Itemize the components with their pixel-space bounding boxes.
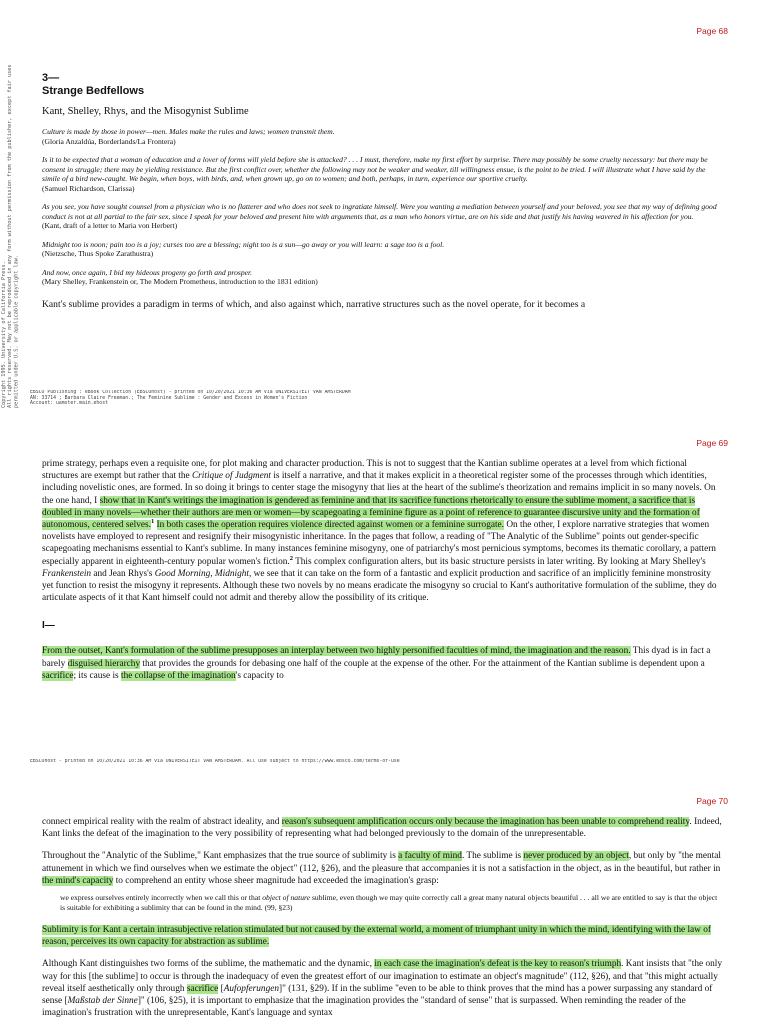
epigraph (42, 268, 722, 287)
block-quote: we express ourselves entirely incorrectly when we call this or that object of nature sublime, even though we may quite correctly call a great many natural objects beautiful . . . all we are entitled to say is that the object is suitable for exhibiting a sublimity that can be found in the mind. (99, §23) (60, 893, 718, 912)
highlight[interactable]: In both cases the operation requires violence directed against women or a feminine surrogate. (156, 520, 505, 531)
ebsco-footer: EBSCOhost - printed on 10/20/2021 10:36 AM via UNIVERSITEIT VAN AMSTERDAM. All use subject to https://www.ebsco.com/terms-of-use (30, 759, 400, 764)
highlight[interactable]: a faculty of mind (398, 851, 462, 862)
epigraph-quote: Is it to be expected that a woman of education and a lover of forms will yield before she is attacked? . . . I must, therefore, make my first effort by surprise. There may possibly be some cruelty necessary: but there may be consent in struggle; there may be yielding resistance. But the first conflict over, whether the following may not be weaker and weaker, till willingness ensue, is the point to be tried. I will illustrate what I have said by the simile of a bird new-caught. We begin, when boys, with birds, and, when grown up, go on to women; and both, perhaps, in turn, experience our sportive cruelty. (42, 155, 708, 183)
section-heading: I— (42, 620, 55, 632)
page-69 (42, 458, 722, 692)
footer-line: Account: uamster.main.ehost (30, 401, 108, 407)
chapter-title: Strange Bedfellows (42, 85, 145, 97)
body-paragraph: prime strategy, perhaps even a requisite one, for plot making and character production. This is not to suggest that the Kantian sublime operates at a level from which fictional structures are exempt but rather that the Critique of Judgment is itself a narrative, and that it makes explicit in a theoretical register some of the processes through which identities, including novelistic ones, are formed. In so doing it brings to center stage the misogyny that lies at the heart of the sublime's theorization and remains implicit in so many novels. On the one hand, I show that in Kant's writings the imagination is gendered as feminine and that its sacrifice functions rhetorically to ensure the sublime moment, a sacrifice that is doubled in many novels—whether their authors are men or women—by scapegoating a feminine figure as a point of reference to guarantee discursive unity and the formation of autonomous, centered selves.$^1$ In both cases the operation requires violence directed against women or a feminine surrogate. On the other, I explore narrative strategies that women novelists have employed to represent and resignify their misogynistic inheritance. In the pages that follow, a reading of "The Analytic of the Sublime" points out gender-specific scapegoating mechanisms essential to Kant's sublime. In many instances feminine misogyny, one of patriarchy's most pernicious symptoms, becomes its thematic corollary, a pattern especially apparent in eighteenth-century popular women's fiction.$^2$ This complex configuration alters, but its basic structure persists in later writing. By looking at Mary Shelley's Frankenstein and Jean Rhys's Good Morning, Midnight, we see that it can take on the form of a fantastic and explicit production and sacrifice of an implicitly feminine monstrosity yet function to resist the misogyny it represents. Although these two novels by no means eradicate the misogyny so crucial to Kant's authoritative formulation of the sublime, they do articulate aspects of it that Kant himself could not admit and thereby allow the possibility of its critique. (42, 459, 717, 604)
highlight[interactable]: reason's subsequent amplification occurs only because the imagination has been unable to comprehend reality (281, 817, 690, 827)
page-label-68: Page 68 (696, 26, 728, 36)
epigraph-quote: Midnight too is noon; pain too is a joy; curses too are a blessing; night too is a sun—go away or you will learn: a sage too is a fool. (42, 239, 445, 249)
epigraph-source: (Kant, draft of a letter to Maria von Herbert) (42, 221, 178, 230)
footer-line: EBSCO Publishing : eBook Collection (EBSCOhost) - printed on 10/20/2021 10:36 AM via UNIVERSITEIT VAN AMSTERDAM (30, 390, 351, 395)
chapter-subtitle: Kant, Shelley, Rhys, and the Misogynist Sublime (42, 106, 249, 117)
highlight[interactable]: in each case the imagination's defeat is the key to reason's triumph (374, 959, 622, 970)
highlight[interactable]: From the outset, Kant's formulation of the sublime presupposes an interplay between two highly personified faculties of mind, the imagination and the reason. (42, 646, 631, 657)
epigraph-source: (Nietzsche, Thus Spoke Zarathustra) (42, 249, 154, 258)
body-paragraph (42, 924, 722, 948)
ebsco-footer (30, 390, 730, 407)
page-70 (42, 816, 722, 1029)
body-paragraph: Throughout the "Analytic of the Sublime," Kant emphasizes that the true source of sublimity is a faculty of mind. The sublime is never produced by an object, but only by "the mental attunement in which we find ourselves when we estimate the object" (112, §26), and the pleasure that accompanies it is not a satisfaction in the object, as in the beautiful, but rather in the mind's capacity to comprehend an entity whose sheer magnitude had exceeded the imagination's grasp: (42, 851, 721, 886)
body-paragraph: connect empirical reality with the realm of abstract ideality, and reason's subsequent amplification occurs only because the imagination has been unable to comprehend reality. Indeed, Kant links the defeat of the imagination to the very possibility of representing what had belonged previously to the domain of the unrepresentable. (42, 817, 722, 840)
epigraph (42, 127, 722, 146)
page-label-69: Page 69 (696, 438, 728, 448)
epigraph-source: (Samuel Richardson, Clarissa) (42, 183, 135, 193)
page-68 (42, 72, 722, 311)
body-paragraph: Kant's sublime provides a paradigm in terms of which, and also against which, narrative structures such as the novel operate, for it becomes a (42, 298, 586, 310)
page-label-70: Page 70 (696, 796, 728, 806)
epigraph (42, 202, 722, 231)
highlight[interactable]: sacrifice (42, 670, 74, 681)
highlight[interactable]: show that in Kant's writings the imagination is gendered as feminine and that its sacrifice functions rhetorically to ensure the sublime moment, a sacrifice that is doubled in many novels—whether their authors are men or women—by scapegoating a feminine figure as a point of reference to guarantee discursive unity and the formation of autonomous, centered selves. (42, 495, 700, 531)
epigraph-quote: As you see, you have sought counsel from a physician who is no flatterer and who does not seek to ingratiate himself. Were you wanting a mediation between yourself and your beloved, you see that my way of defining good conduct is not at all partial to the fair sex, since I speak for your beloved and present him with arguments that, as a man who honors virtue, are on his side and that justify his having wavered in his affection for you. (42, 202, 717, 221)
epigraph-source: (Gloria Anzaldúa, Borderlands/La Frontera) (42, 136, 176, 146)
copyright-notice: Copyright 1995. University of California Press. All rights reserved. May not be reproduced in any form without permission from the publisher, except fair uses permitted under U.S. or applicable copyright law. (1, 64, 20, 408)
highlight[interactable]: the mind's capacity (42, 875, 114, 886)
highlight[interactable]: Sublimity is for Kant a certain intrasubjective relation stimulated but not caused by the external world, a moment of triumphant unity in which the mind, identifying with the law of reason, perceives its own capacity for abstraction as sublime. (42, 925, 711, 948)
epigraph-quote: Culture is made by those in power—men. Males make the rules and laws; women transmit them. (42, 127, 335, 136)
highlight[interactable]: never produced by an object (523, 851, 629, 862)
epigraph-quote: And now, once again, I bid my hideous progeny go forth and prosper. (42, 267, 253, 277)
highlight[interactable]: the collapse of the imagination (121, 670, 236, 681)
epigraph (42, 240, 722, 259)
epigraph-source: (Mary Shelley, Frankenstein or, The Modern Prometheus, introduction to the 1831 edition) (42, 277, 318, 286)
epigraph (42, 155, 722, 193)
highlight[interactable]: disguised hierarchy (67, 658, 141, 669)
highlight[interactable]: sacrifice (186, 983, 219, 994)
footnote-ref[interactable]: 2 (289, 554, 293, 562)
body-paragraph: Although Kant distinguishes two forms of the sublime, the mathematic and the dynamic, in each case the imagination's defeat is the key to reason's triumph. Kant insists that "the only way for this [the sublime] to occur is through the inadequacy of even the greatest effort of our imagination to estimate an object's magnitude" (112, §26), and that "this might actually reveal itself aesthetically only through sacrifice [Aufopferungen]" (131, §29). If in the sublime "even to be able to think proves that the mind has a power surpassing any standard of sense [Maßstab der Sinne]" (106, §25), it is important to emphasize that the imagination provides the "standard of sense" that is surpassed. When reminding the reader of the imagination's frustration with the unrepresentable, Kant's language and syntax (42, 959, 723, 1019)
chapter-number: 3— (42, 72, 60, 84)
footnote-ref[interactable]: 1 (150, 517, 155, 525)
body-paragraph: From the outset, Kant's formulation of the sublime presupposes an interplay between two highly personified faculties of mind, the imagination and the reason. This dyad is in fact a barely disguised hierarchy that provides the grounds for debasing one half of the couple at the expense of the other. For the attainment of the Kantian sublime is dependent upon a sacrifice; its cause is the collapse of the imagination's capacity to (42, 646, 711, 681)
footer-line: AN: 33714 ; Barbara Claire Freeman.; The Feminine Sublime : Gender and Excess in Women's Fiction (30, 395, 308, 401)
